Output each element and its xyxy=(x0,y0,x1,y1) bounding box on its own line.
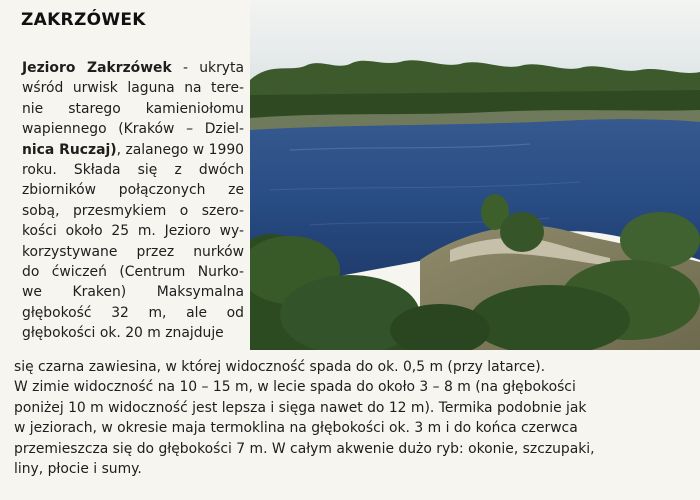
text-line: liny, płocie i sumy. xyxy=(14,460,142,477)
text-line: kości około 25 m. Jezioro wy- xyxy=(22,223,244,240)
text-line: się czarna zawiesina, w której widoczność spada do ok. 0,5 m (przy latarce). xyxy=(14,359,546,375)
text-line: głębokości ok. 20 m znajduje xyxy=(22,325,224,342)
text-line xyxy=(22,58,244,78)
text-line: poniżej 10 m widoczność jest lepsza i sięga nawet do 12 m). Termika podobnie jak xyxy=(14,399,587,416)
text-line: W zimie widoczność na 10 – 15 m, w lecie spada do około 3 – 8 m (na głębokości xyxy=(14,379,576,396)
text-line: roku. Składa się z dwóch xyxy=(22,161,244,178)
text-line: wśród urwisk laguna na tere- xyxy=(22,80,244,97)
text-line: sobą, przesmykiem o szero- xyxy=(22,202,244,219)
text-line: przemieszcza się do głębokości 7 m. W całym akwenie dużo ryb: okonie, szczupaki, xyxy=(14,440,595,457)
line-text: , zalanego w 1990 xyxy=(116,141,244,158)
text-line: zbiorników połączonych ze xyxy=(22,182,244,199)
lead-title: Jezioro Zakrzówek xyxy=(22,60,172,76)
text-line: we Kraken) Maksymalna xyxy=(22,284,244,301)
lead-text: - ukryta xyxy=(171,60,244,76)
text-full-width xyxy=(14,357,694,479)
lake-photo xyxy=(250,0,700,350)
district-name: nica Ruczaj) xyxy=(22,141,117,158)
text-line xyxy=(22,140,244,160)
text-line: wapiennego (Kraków – Dziel- xyxy=(22,121,244,138)
text-line: głębokość 32 m, ale od xyxy=(22,304,244,321)
text-column xyxy=(22,58,244,343)
text-line: do ćwiczeń (Centrum Nurko- xyxy=(22,263,244,280)
text-line: korzystywane przez nurków xyxy=(22,243,244,260)
text-line: nie starego kamieniołomu xyxy=(22,100,244,117)
page-heading: ZAKRZÓWEK xyxy=(21,10,146,30)
lake-photo-illustration xyxy=(250,0,700,350)
text-line: w jeziorach, w okresie maja termoklina na głębokości ok. 3 m i do końca czerwca xyxy=(14,420,578,437)
